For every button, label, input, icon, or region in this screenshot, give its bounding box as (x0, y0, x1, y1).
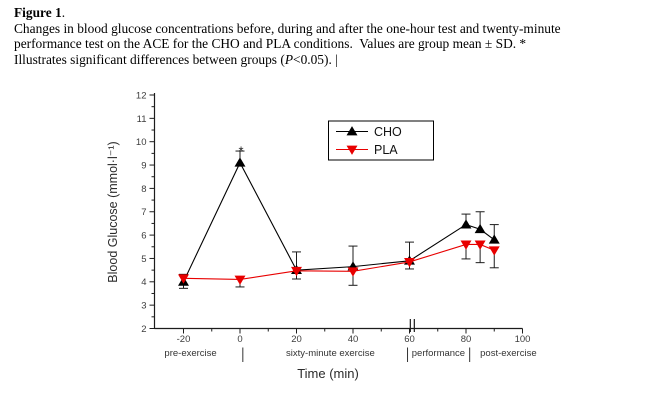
cho-marker (461, 220, 470, 228)
x-tick-label: 100 (514, 334, 531, 345)
x-tick-label: 0 (237, 334, 243, 345)
y-tick-label: 5 (141, 253, 147, 265)
pla-marker (490, 247, 499, 255)
x-tick-label: 60 (404, 334, 415, 345)
y-tick-label: 4 (141, 277, 147, 289)
stage-label: post-exercise (480, 348, 537, 359)
stage-label: pre-exercise (164, 348, 217, 359)
pla-line (184, 244, 495, 279)
stage-label: performance (411, 348, 466, 359)
x-tick-label: -20 (176, 334, 191, 345)
legend-label-cho: CHO (374, 125, 402, 139)
y-tick-label: 8 (141, 183, 147, 195)
caption-line-2: Changes in blood glucose concentrations before, during and after the one-hour test and twenty-minute (14, 20, 561, 36)
y-axis-title: Blood Glucose (mmol·l⁻¹) (106, 141, 120, 283)
significance-star: * (238, 143, 244, 159)
y-tick-label: 2 (141, 323, 147, 335)
caption-line-4: Illustrates significant differences between groups (P<0.05). | (14, 51, 338, 67)
text-cursor: | (335, 51, 338, 67)
y-tick-label: 12 (135, 90, 147, 102)
pla-marker (235, 276, 244, 284)
cho-line (184, 163, 495, 282)
y-tick-label: 6 (141, 230, 147, 242)
caption-line-1: Figure 1. (14, 5, 66, 20)
x-tick-label: 20 (291, 334, 302, 345)
x-tick-label: 80 (460, 334, 472, 345)
y-tick-label: 7 (141, 207, 147, 219)
y-tick-label: 11 (136, 113, 147, 125)
cho-marker (235, 158, 244, 166)
x-axis-title: Time (min) (297, 366, 359, 381)
x-tick-label: 40 (347, 334, 359, 345)
y-tick-label: 3 (141, 300, 147, 312)
y-tick-label: 10 (135, 137, 147, 149)
caption-line-3: performance test on the ACE for the CHO and PLA conditions. Values are group mean ± SD. * (14, 36, 527, 52)
cho-marker (490, 235, 499, 243)
y-tick-label: 9 (141, 160, 147, 172)
legend-label-pla: PLA (374, 143, 398, 157)
stage-label: sixty-minute exercise (286, 348, 375, 359)
